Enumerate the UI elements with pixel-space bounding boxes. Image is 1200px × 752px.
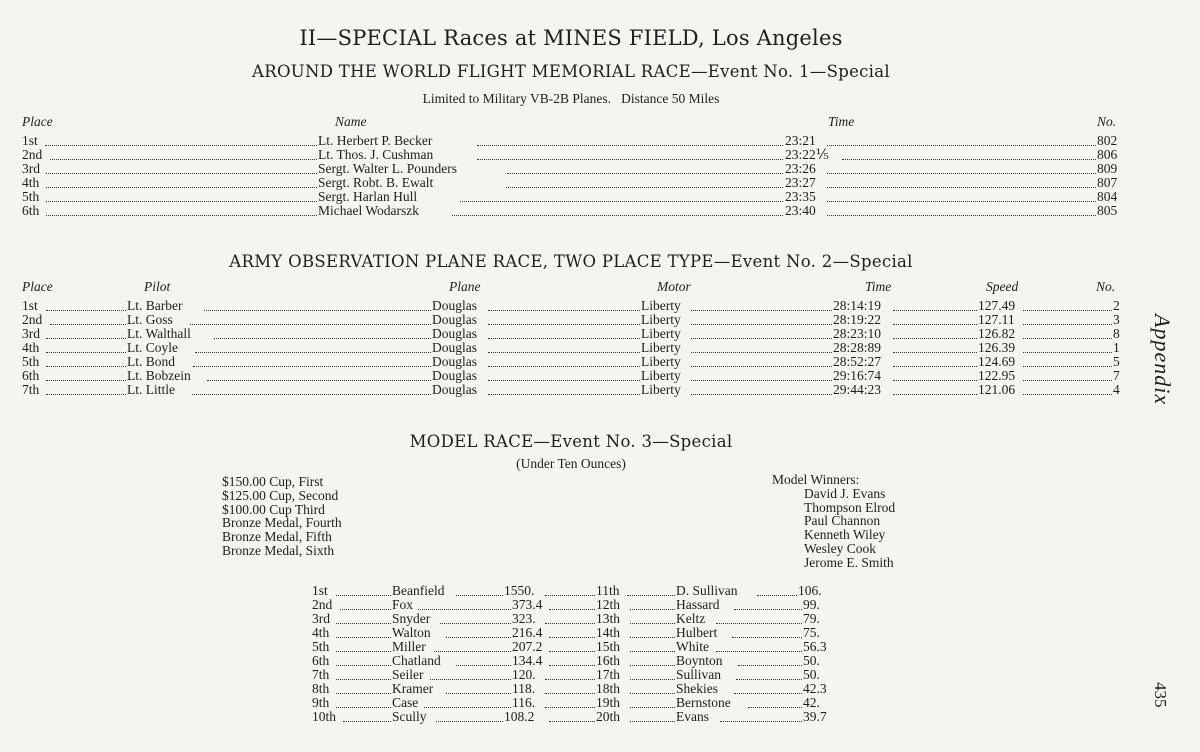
name-cell: Kramer — [392, 681, 434, 696]
event1-header-no: No. — [1097, 114, 1117, 129]
place-cell: 3rd — [312, 611, 330, 626]
no-cell: 8 — [1113, 326, 1120, 341]
place-cell: 19th — [596, 695, 621, 710]
winner-item: David J. Evans — [804, 485, 886, 501]
no-cell: 809 — [1097, 161, 1118, 176]
name-cell: Sullivan — [676, 667, 722, 682]
table-row — [0, 148, 1142, 162]
name-cell: Scully — [392, 709, 427, 724]
event2-header-plane: Plane — [449, 279, 481, 294]
time-cell: 29:16:74 — [833, 368, 882, 383]
score-cell: 56.3 — [803, 639, 827, 654]
winner-item: Thompson Elrod — [804, 499, 896, 515]
event1-title: AROUND THE WORLD FLIGHT MEMORIAL RACE—Event No. 1—Special — [252, 62, 890, 81]
table-row — [0, 134, 1142, 148]
event2-header-motor: Motor — [657, 279, 691, 294]
name-cell: Hulbert — [676, 625, 718, 640]
place-cell: 1st — [312, 583, 328, 598]
event2-header-speed: Speed — [986, 279, 1019, 294]
place-cell: 2nd — [22, 312, 43, 327]
score-cell: 79. — [803, 611, 820, 626]
name-cell: Michael Wodarszk — [318, 203, 420, 218]
table-row — [0, 640, 1142, 654]
place-cell: 4th — [22, 175, 40, 190]
score-cell: 216.4 — [512, 625, 543, 640]
name-cell: Bernstone — [676, 695, 731, 710]
winner-item: Wesley Cook — [804, 540, 877, 556]
time-cell: 29:44:23 — [833, 382, 882, 397]
place-cell: 4th — [312, 625, 330, 640]
time-cell: 23:40 — [785, 203, 816, 218]
name-cell: Evans — [676, 709, 709, 724]
place-cell: 1st — [22, 298, 38, 313]
name-cell: White — [676, 639, 709, 654]
motor-cell: Liberty — [641, 354, 681, 369]
no-cell: 7 — [1113, 368, 1120, 383]
event2-title: ARMY OBSERVATION PLANE RACE, TWO PLACE TYPE—Event No. 2—Special — [229, 252, 913, 271]
time-cell: 28:28:89 — [833, 340, 882, 355]
name-cell: Sergt. Robt. B. Ewalt — [318, 175, 434, 190]
table-row — [0, 299, 1142, 313]
score-cell: 42.3 — [803, 681, 827, 696]
score-cell: 99. — [803, 597, 820, 612]
place-cell: 9th — [312, 695, 330, 710]
no-cell: 5 — [1113, 354, 1120, 369]
place-cell: 2nd — [312, 597, 333, 612]
table-row — [0, 668, 1142, 682]
score-cell: 373.4 — [512, 597, 543, 612]
no-cell: 804 — [1097, 189, 1118, 204]
event3-subtitle: (Under Ten Ounces) — [516, 456, 626, 471]
name-cell: Walton — [392, 625, 431, 640]
place-cell: 3rd — [22, 326, 40, 341]
table-row — [0, 383, 1142, 397]
place-cell: 17th — [596, 667, 621, 682]
motor-cell: Liberty — [641, 368, 681, 383]
name-cell: Snyder — [392, 611, 431, 626]
speed-cell: 126.39 — [978, 340, 1016, 355]
score-cell: 118. — [512, 681, 536, 696]
prize-item: Bronze Medal, Sixth — [222, 542, 335, 558]
event2-header-place: Place — [22, 279, 53, 294]
table-row — [0, 162, 1142, 176]
table-row — [0, 369, 1142, 383]
name-cell: D. Sullivan — [676, 583, 738, 598]
pilot-cell: Lt. Bobzein — [127, 368, 191, 383]
no-cell: 806 — [1097, 147, 1118, 162]
winner-item: Paul Channon — [804, 513, 881, 529]
score-cell: 50. — [803, 653, 820, 668]
speed-cell: 127.49 — [978, 298, 1016, 313]
place-cell: 14th — [596, 625, 621, 640]
table-row — [0, 612, 1142, 626]
name-cell: Lt. Thos. J. Cushman — [318, 147, 434, 162]
plane-cell: Douglas — [432, 368, 477, 383]
event1-subtitle: Limited to Military VB-2B Planes. Distance 50 Miles — [422, 91, 720, 106]
table-row — [0, 626, 1142, 640]
time-cell: 28:23:10 — [833, 326, 882, 341]
time-cell: 28:19:22 — [833, 312, 882, 327]
place-cell: 16th — [596, 653, 621, 668]
place-cell: 11th — [596, 583, 620, 598]
table-row — [0, 190, 1142, 204]
plane-cell: Douglas — [432, 312, 477, 327]
place-cell: 4th — [22, 340, 40, 355]
winner-item: Jerome E. Smith — [804, 554, 894, 570]
place-cell: 7th — [312, 667, 330, 682]
place-cell: 3rd — [22, 161, 40, 176]
name-cell: Sergt. Walter L. Pounders — [318, 161, 458, 176]
name-cell: Keltz — [676, 611, 706, 626]
page-title: II—SPECIAL Races at MINES FIELD, Los Angeles — [299, 26, 843, 50]
time-cell: 23:21 — [785, 133, 816, 148]
motor-cell: Liberty — [641, 298, 681, 313]
event2-header-no: No. — [1096, 279, 1116, 294]
speed-cell: 122.95 — [978, 368, 1016, 383]
table-row — [0, 654, 1142, 668]
time-cell: 28:52:27 — [833, 354, 882, 369]
name-cell: Lt. Herbert P. Becker — [318, 133, 433, 148]
name-cell: Beanfield — [392, 583, 445, 598]
table-row — [0, 682, 1142, 696]
appendix-side-label: Appendix — [1150, 314, 1175, 406]
speed-cell: 124.69 — [978, 354, 1016, 369]
table-row — [0, 176, 1142, 190]
place-cell: 2nd — [22, 147, 43, 162]
time-cell: 28:14:19 — [833, 298, 882, 313]
score-cell: 134.4 — [512, 653, 543, 668]
no-cell: 802 — [1097, 133, 1118, 148]
place-cell: 18th — [596, 681, 621, 696]
place-cell: 5th — [312, 639, 330, 654]
table-row — [0, 313, 1142, 327]
score-cell: 50. — [803, 667, 820, 682]
event2-header — [0, 279, 1142, 295]
place-cell: 10th — [312, 709, 337, 724]
time-cell: 23:26 — [785, 161, 816, 176]
plane-cell: Douglas — [432, 326, 477, 341]
event1-header-name: Name — [335, 114, 367, 129]
plane-cell: Douglas — [432, 298, 477, 313]
event2-header-time: Time — [865, 279, 892, 294]
pilot-cell: Lt. Barber — [127, 298, 183, 313]
no-cell: 805 — [1097, 203, 1118, 218]
place-cell: 6th — [22, 203, 40, 218]
no-cell: 4 — [1113, 382, 1120, 397]
event2-header-pilot: Pilot — [144, 279, 171, 294]
plane-cell: Douglas — [432, 340, 477, 355]
motor-cell: Liberty — [641, 326, 681, 341]
place-cell: 8th — [312, 681, 330, 696]
score-cell: 323. — [512, 611, 536, 626]
score-cell: 207.2 — [512, 639, 543, 654]
winner-item: Kenneth Wiley — [804, 527, 886, 543]
place-cell: 12th — [596, 597, 621, 612]
no-cell: 1 — [1113, 340, 1120, 355]
place-cell: 7th — [22, 382, 40, 397]
speed-cell: 121.06 — [978, 382, 1016, 397]
model-winners-label: Model Winners: — [772, 472, 860, 487]
score-cell: 108.2 — [504, 709, 535, 724]
score-cell: 42. — [803, 695, 820, 710]
event1-header-place: Place — [22, 114, 53, 129]
place-cell: 13th — [596, 611, 621, 626]
prize-item: Bronze Medal, Fifth — [222, 529, 332, 545]
table-row — [0, 696, 1142, 710]
prize-item: Bronze Medal, Fourth — [222, 515, 342, 531]
event3-title: MODEL RACE—Event No. 3—Special — [409, 432, 733, 451]
table-row — [0, 598, 1142, 612]
place-cell: 5th — [22, 189, 40, 204]
motor-cell: Liberty — [641, 382, 681, 397]
place-cell: 1st — [22, 133, 38, 148]
name-cell: Fox — [392, 597, 414, 612]
table-row — [0, 710, 1142, 724]
pilot-cell: Lt. Bond — [127, 354, 176, 369]
prize-item: $125.00 Cup, Second — [222, 487, 339, 503]
table-row — [0, 584, 1142, 598]
name-cell: Shekies — [676, 681, 718, 696]
speed-cell: 126.82 — [978, 326, 1016, 341]
name-cell: Case — [392, 695, 419, 710]
no-cell: 2 — [1113, 298, 1120, 313]
pilot-cell: Lt. Little — [127, 382, 175, 397]
table-row — [0, 204, 1142, 218]
pilot-cell: Lt. Goss — [127, 312, 173, 327]
name-cell: Seiler — [392, 667, 424, 682]
score-cell: 39.7 — [803, 709, 827, 724]
name-cell: Sergt. Harlan Hull — [318, 189, 418, 204]
table-row — [0, 327, 1142, 341]
no-cell: 807 — [1097, 175, 1118, 190]
prize-list — [222, 475, 342, 558]
event1-header-time: Time — [828, 114, 855, 129]
motor-cell: Liberty — [641, 340, 681, 355]
time-cell: 23:35 — [785, 189, 816, 204]
plane-cell: Douglas — [432, 382, 477, 397]
time-cell: 23:22⅕ — [785, 147, 829, 162]
place-cell: 6th — [312, 653, 330, 668]
speed-cell: 127.11 — [978, 312, 1015, 327]
table-row — [0, 355, 1142, 369]
event1-header — [0, 114, 1142, 130]
name-cell: Hassard — [676, 597, 720, 612]
score-cell: 75. — [803, 625, 820, 640]
place-cell: 5th — [22, 354, 40, 369]
table-row — [0, 341, 1142, 355]
model-winners — [772, 473, 895, 570]
motor-cell: Liberty — [641, 312, 681, 327]
place-cell: 15th — [596, 639, 621, 654]
score-cell: 106. — [798, 583, 822, 598]
score-cell: 116. — [512, 695, 536, 710]
pilot-cell: Lt. Walthall — [127, 326, 191, 341]
pilot-cell: Lt. Coyle — [127, 340, 178, 355]
score-cell: 1550. — [504, 583, 535, 598]
time-cell: 23:27 — [785, 175, 816, 190]
prize-item: $150.00 Cup, First — [222, 474, 324, 489]
name-cell: Boynton — [676, 653, 723, 668]
place-cell: 20th — [596, 709, 621, 724]
name-cell: Chatland — [392, 653, 441, 668]
name-cell: Miller — [392, 639, 426, 654]
no-cell: 3 — [1113, 312, 1120, 327]
prize-item: $100.00 Cup Third — [222, 501, 325, 517]
plane-cell: Douglas — [432, 354, 477, 369]
page-number: 435 — [1151, 682, 1170, 708]
place-cell: 6th — [22, 368, 40, 383]
score-cell: 120. — [512, 667, 536, 682]
